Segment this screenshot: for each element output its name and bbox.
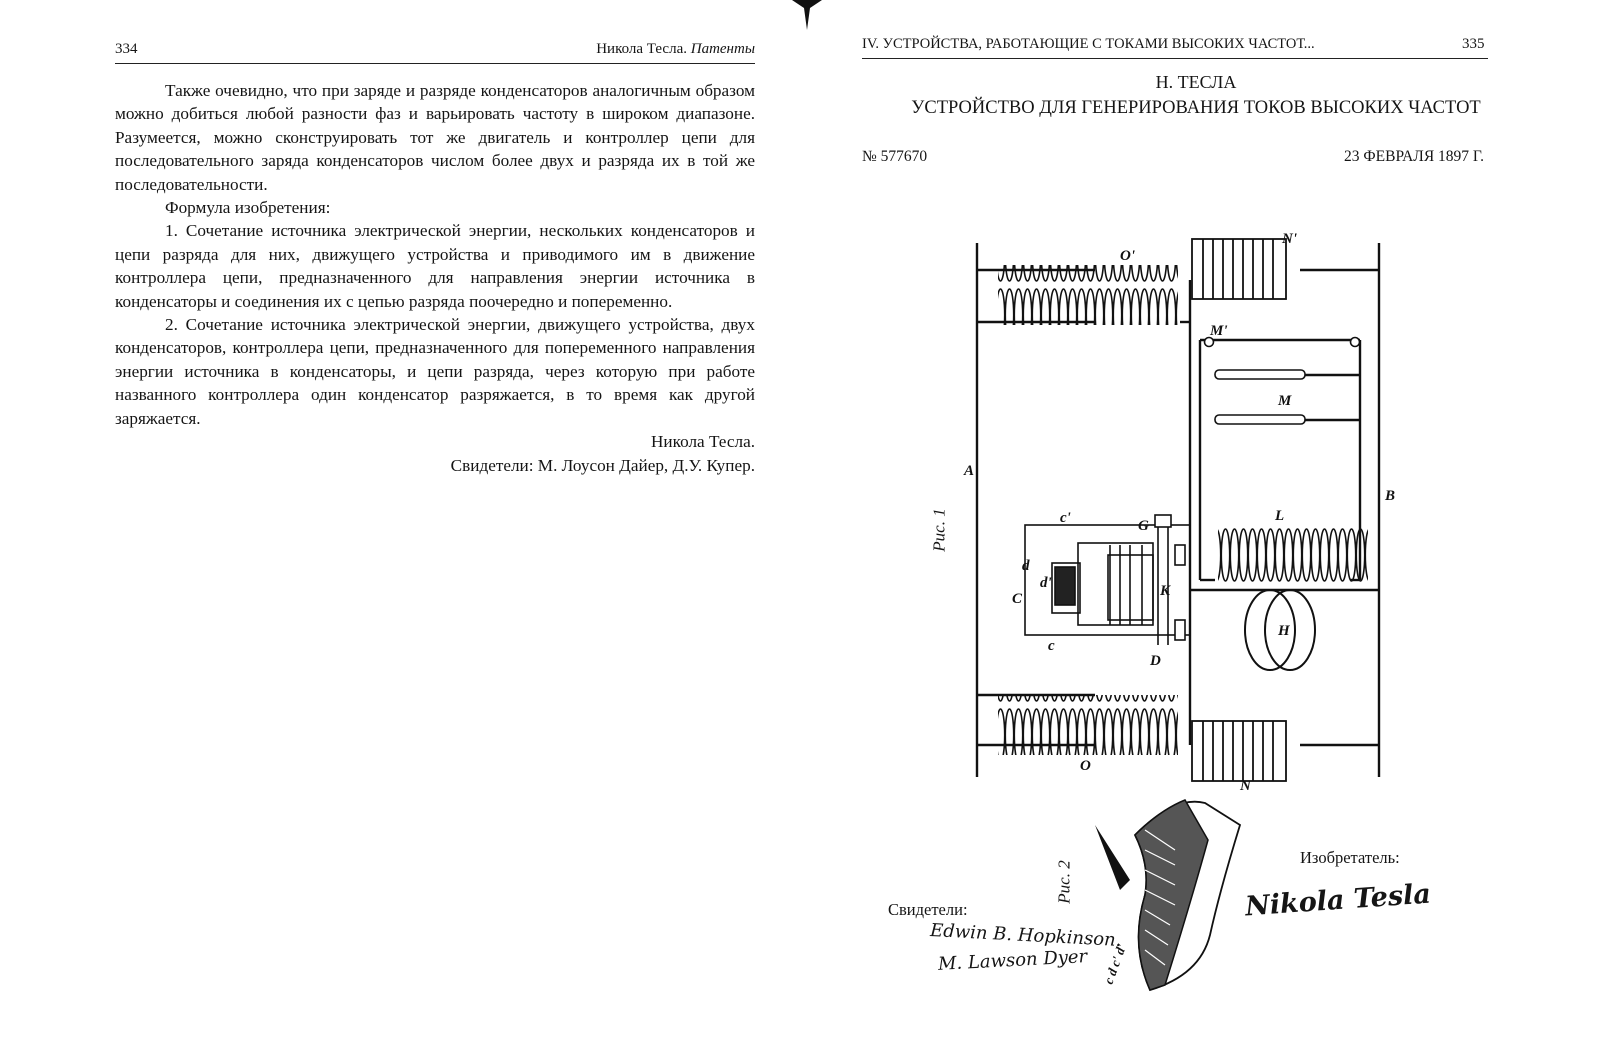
- claim-1: 1. Сочетание источника электрической энергии, нескольких конденсаторов и цепи разряда для них, движущего устройства и приводимого им в движение контроллера цепи, предназначенного для направления энергии источника в конденсаторы и соединения их с цепью разряда поочередно и попеременно.: [115, 221, 755, 311]
- fig1-label-k: K: [1160, 583, 1171, 599]
- author-signature: Никола Тесла.: [651, 432, 755, 452]
- fig1-label-c-prime: c': [1060, 510, 1071, 526]
- inventor-label: Изобретатель:: [1300, 848, 1400, 867]
- fig1-label-a: A: [964, 463, 975, 479]
- right-header-rule: [862, 58, 1488, 59]
- running-head-author: Никола Тесла.: [596, 41, 687, 57]
- coil-l: [1218, 525, 1368, 585]
- running-head-title: Патенты: [690, 41, 755, 57]
- paragraph-intro: Также очевидно, что при заряде и разряде конденсаторов аналогичным образом можно добиться любой разности фаз и варьировать частоту в широком диапазоне. Разумеется, можно сконструировать тот же двигатель и контроллер цепи для последовательного заряда конденсаторов числом более двух и разряда их в той же последовательности.: [115, 81, 755, 194]
- fig1-label-o-prime: O': [1120, 248, 1135, 264]
- witness-signature-1: Edwin B. Hopkinson.: [929, 920, 1122, 951]
- fig1-label-b: B: [1385, 488, 1396, 504]
- fig1-label-n: N: [1240, 778, 1251, 794]
- block-n: [1192, 721, 1286, 781]
- coil-o: [998, 695, 1178, 755]
- figure-2-caption: Рис. 2: [1054, 860, 1074, 904]
- fig1-label-d-cap: D: [1150, 653, 1161, 669]
- patent-date: 23 ФЕВРАЛЯ 1897 Г.: [1344, 148, 1484, 165]
- block-n-prime: [1192, 239, 1286, 299]
- figure-1-diagram: [960, 225, 1396, 805]
- fig1-label-h: H: [1278, 623, 1290, 639]
- fig1-label-g: G: [1138, 518, 1149, 534]
- tube-m-upper: [1215, 370, 1305, 379]
- fig1-label-m-prime: M': [1210, 323, 1228, 339]
- witnesses-label: Свидетели:: [888, 900, 968, 919]
- left-running-head: [596, 41, 755, 58]
- fig1-label-d: d: [1022, 558, 1030, 574]
- patent-number: № 577670: [862, 148, 928, 165]
- fig1-label-n-prime: N': [1282, 231, 1297, 247]
- claims-heading: Формула изобретения:: [165, 198, 331, 218]
- patent-author: Н. ТЕСЛА: [1155, 72, 1237, 92]
- witnesses-line: Свидетели: М. Лоусон Дайер, Д.У. Купер.: [450, 455, 755, 475]
- figure-1-caption: Рис. 1: [929, 508, 949, 552]
- left-page-number: 334: [115, 41, 138, 57]
- fig1-label-m: M: [1278, 393, 1292, 409]
- fig1-label-c-small: c: [1048, 638, 1055, 654]
- right-running-head: IV. УСТРОЙСТВА, РАБОТАЮЩИЕ С ТОКАМИ ВЫСОКИХ ЧАСТОТ...: [862, 36, 1315, 52]
- witness-signature-2: M. Lawson Dyer: [937, 946, 1088, 975]
- fig2-labels: c d c' d': [1100, 941, 1130, 987]
- fig1-label-d-prime: d': [1040, 575, 1052, 591]
- fig1-label-l: L: [1275, 508, 1285, 524]
- fig1-label-o: O: [1080, 758, 1091, 774]
- tube-m-lower: [1215, 415, 1305, 424]
- claim-2: 2. Сочетание источника электрической энергии, движущего устройства, двух конденсаторов, контроллера цепи, предназначенного для попеременного направления энергии источника в конденсаторы, и цепи разряда, через которую при работе названного контроллера один конденсатор разряжается, в то время как другой заряжается.: [115, 315, 755, 428]
- fig1-label-c: C: [1012, 591, 1023, 607]
- left-header-rule: [115, 63, 755, 64]
- patent-title: УСТРОЙСТВО ДЛЯ ГЕНЕРИРОВАНИЯ ТОКОВ ВЫСОКИХ ЧАСТОТ: [911, 98, 1481, 118]
- figure-2-diagram: [1090, 795, 1250, 995]
- inventor-signature: Nikola Tesla: [1244, 878, 1432, 923]
- coil-o-prime: [998, 265, 1178, 325]
- right-page: [800, 0, 1600, 1042]
- right-page-number: 335: [1462, 36, 1485, 52]
- left-body-text: [115, 79, 755, 477]
